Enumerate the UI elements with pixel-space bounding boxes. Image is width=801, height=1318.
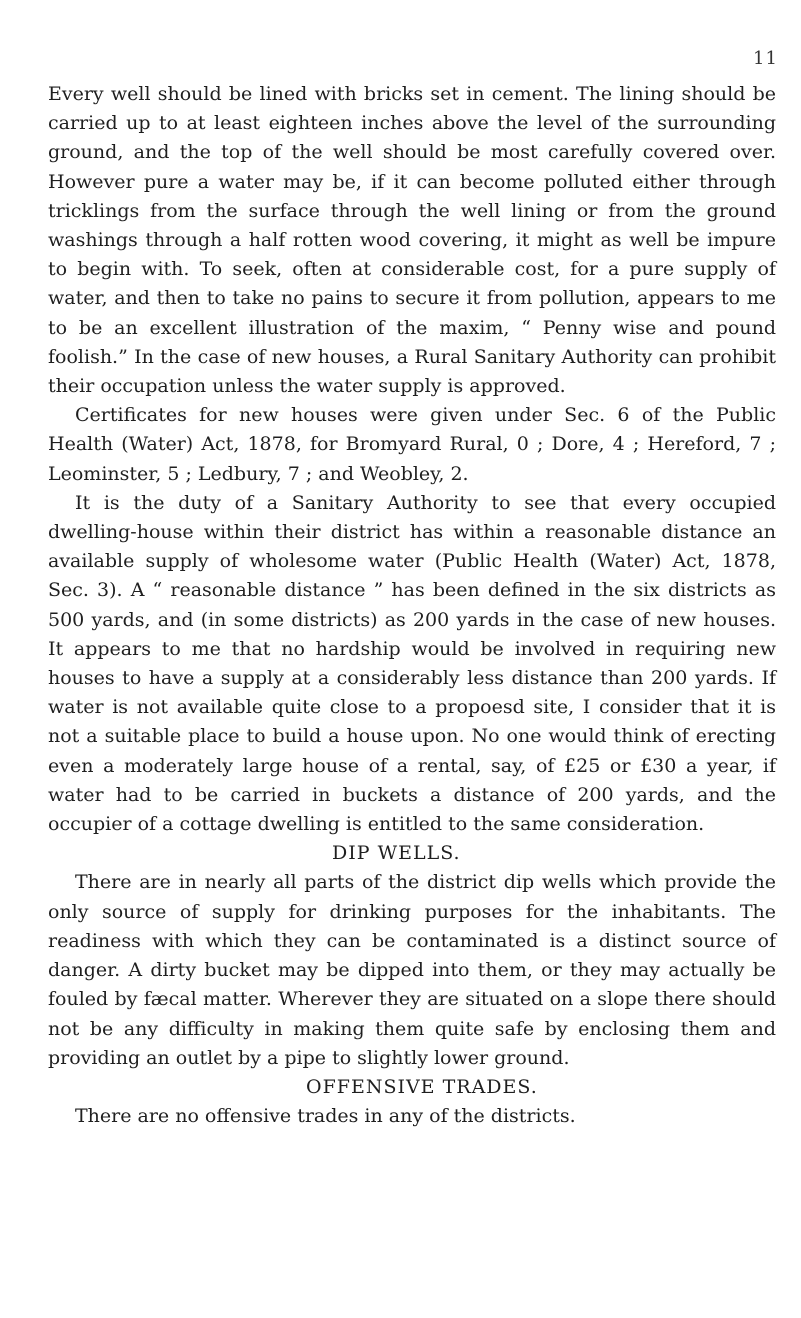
paragraph-well-lining: Every well should be lined with bricks set in cement. The lining should be carried up to at least eighteen inches above the level of the surrounding ground, and the top of the well should be most carefully covered over. However pure a water may be, if it can become polluted either through tricklings from the surface through the well lining or from the ground washings through a half rotten wood covering, it might as well be impure to begin with. To seek, often at considerable cost, for a pure supply of water, and then to take no pains to secure it from pollution, appears to me to be an excellent illustration of the maxim, “ Penny wise and pound foolish.” In the case of new houses, a Rural Sanitary Authority can prohibit their occupation unless the water supply is approved. xyxy=(48,83,776,398)
page-number: 11 xyxy=(753,48,778,69)
body-text xyxy=(48,80,776,1131)
paragraph-dip-wells: There are in nearly all parts of the district dip wells which provide the only source of supply for drinking purposes for the inhabitants. The readiness with which they can be contaminated is a distinct source of danger. A dirty bucket may be dipped into them, or they may actually be fouled by fæcal matter. Wherever they are situated on a slope there should not be any difficulty in making them quite safe by enclosing them and providing an outlet by a pipe to slightly lower ground. xyxy=(48,871,776,1069)
paragraph-sanitary-duty: It is the duty of a Sanitary Authority to see that every occupied dwelling-house within their district has within a reasonable distance an available supply of wholesome water (Public Health (Water) Act, 1878, Sec. 3). A “ reasonable distance ” has been defined in the six districts as 500 yards, and (in some districts) as 200 yards in the case of new houses. It appears to me that no hardship would be involved in requiring new houses to have a supply at a considerably less distance than 200 yards. If water is not available quite close to a propoesd site, I consider that it is not a suitable place to build a house upon. No one would think of erecting even a moderately large house of a rental, say, of £25 or £30 a year, if water had to be carried in buckets a distance of 200 yards, and the occupier of a cottage dwelling is entitled to the same consideration. xyxy=(48,491,776,836)
paragraph-certificates: Certificates for new houses were given under Sec. 6 of the Public Health (Water) Act, 1878, for Bromyard Rural, 0 ; Dore, 4 ; Hereford, 7 ; Leominster, 5 ; Ledbury, 7 ; and Weobley, 2. xyxy=(48,404,776,485)
heading-offensive-trades: OFFENSIVE TRADES. xyxy=(306,1075,538,1098)
paragraph-offensive-trades: There are no offensive trades in any of the districts. xyxy=(75,1105,576,1128)
heading-dip-wells: DIP WELLS. xyxy=(332,842,461,865)
